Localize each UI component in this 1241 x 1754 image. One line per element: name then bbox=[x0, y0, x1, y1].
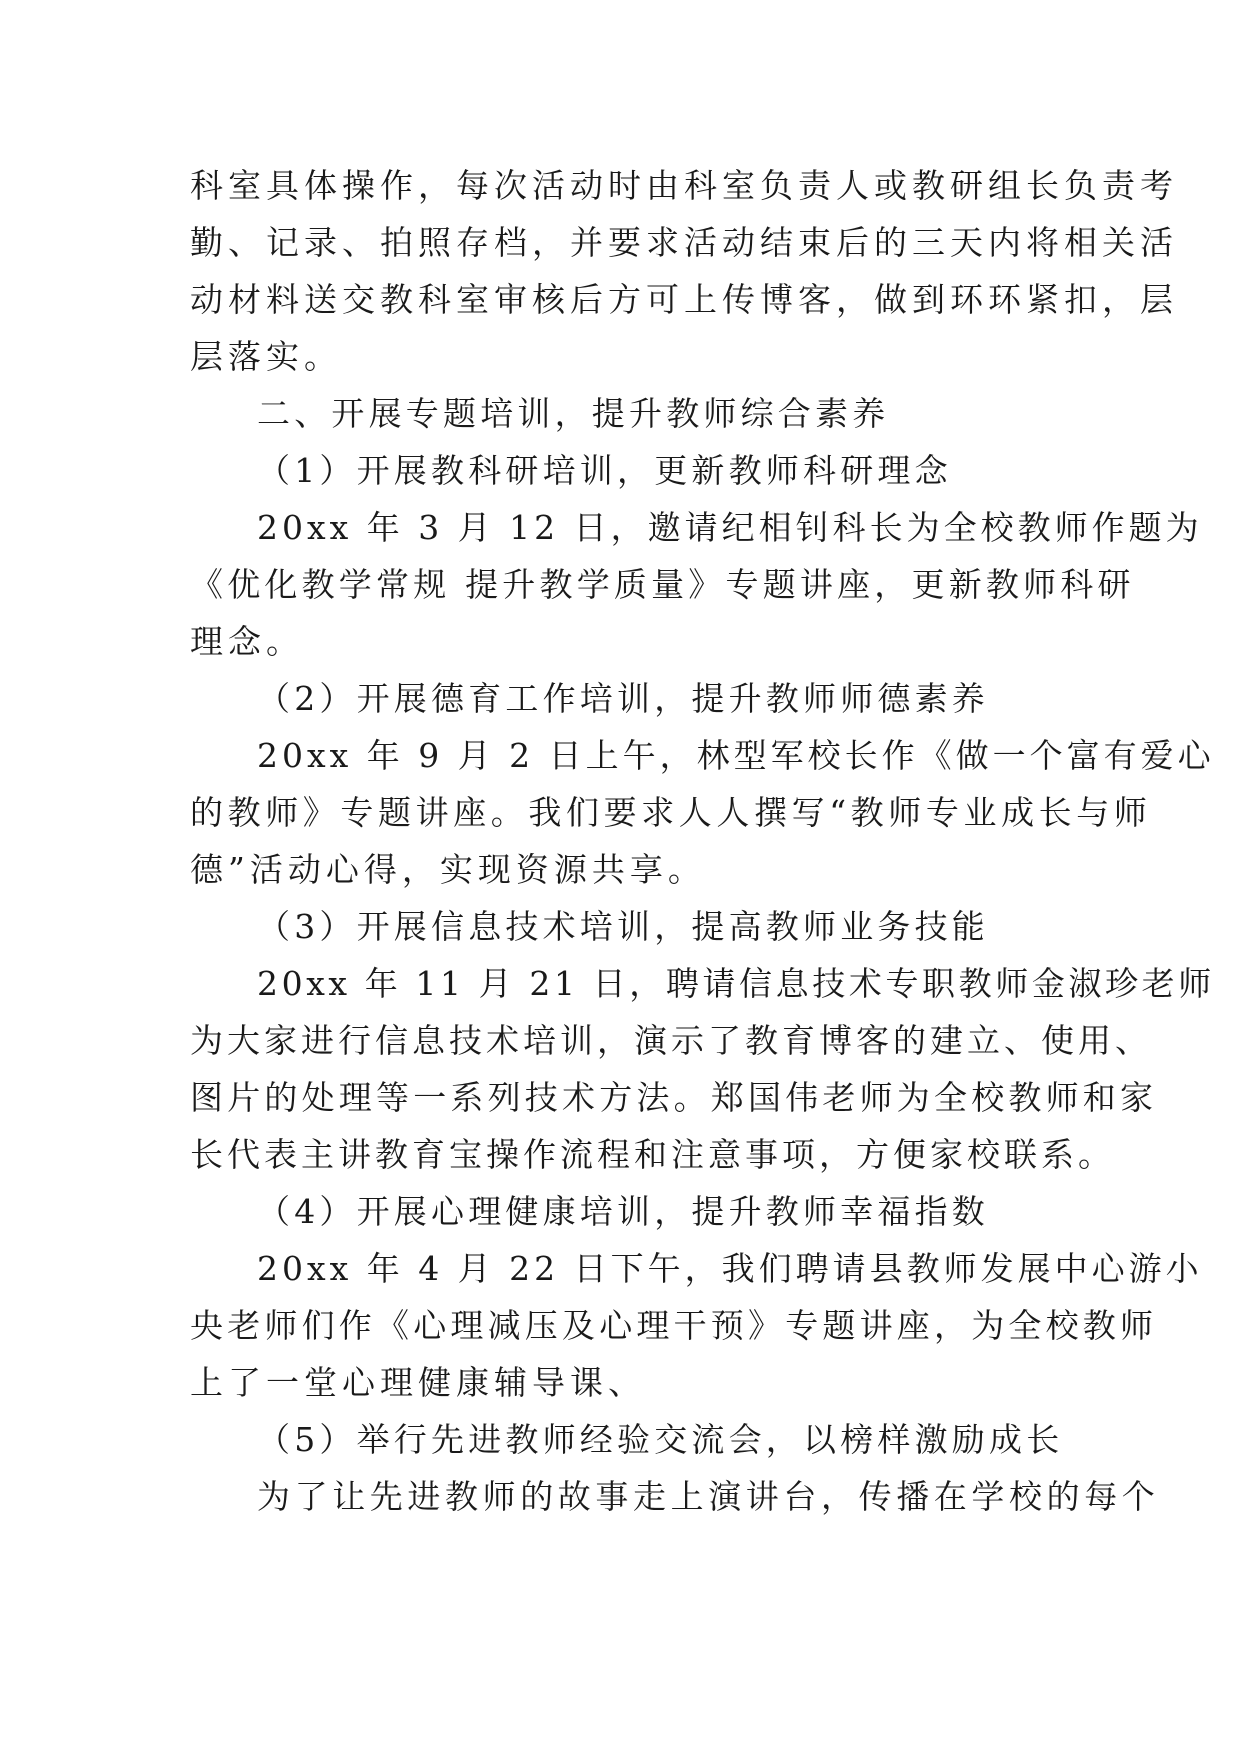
body-text-line: 20xx 年 11 月 21 日，聘请信息技术专职教师金淑珍老师 bbox=[257, 964, 1215, 1003]
body-text-line: 的教师》专题讲座。我们要求人人撰写“教师专业成长与师 bbox=[190, 793, 1152, 832]
body-text-line: 长代表主讲教育宝操作流程和注意事项，方便家校联系。 bbox=[190, 1135, 1115, 1174]
body-text-line: 图片的处理等一系列技术方法。郑国伟老师为全校教师和家 bbox=[190, 1078, 1158, 1117]
subsection-heading: （4）开展心理健康培训，提升教师幸福指数 bbox=[257, 1192, 989, 1231]
body-text-line: 科室具体操作，每次活动时由科室负责人或教研组长负责考 bbox=[190, 166, 1178, 205]
body-text-line: 为了让先进教师的故事走上演讲台，传播在学校的每个 bbox=[257, 1477, 1160, 1516]
body-text-line: 20xx 年 4 月 22 日下午，我们聘请县教师发展中心游小 bbox=[257, 1249, 1203, 1288]
body-text-line: 为大家进行信息技术培训，演示了教育博客的建立、使用、 bbox=[190, 1021, 1152, 1060]
body-text-line: 20xx 年 9 月 2 日上午，林型军校长作《做一个富有爱心 bbox=[257, 736, 1215, 775]
body-text-line: 动材料送交教科室审核后方可上传博客，做到环环紧扣，层 bbox=[190, 280, 1178, 319]
body-text-line: 层落实。 bbox=[190, 337, 342, 376]
subsection-heading: （5）举行先进教师经验交流会，以榜样激励成长 bbox=[257, 1420, 1064, 1459]
body-text-line: 勤、记录、拍照存档，并要求活动结束后的三天内将相关活 bbox=[190, 223, 1178, 262]
body-text-line: 德”活动心得，实现资源共享。 bbox=[190, 850, 706, 889]
body-text-line: 央老师们作《心理减压及心理干预》专题讲座，为全校教师 bbox=[190, 1306, 1158, 1345]
body-text-line: 理念。 bbox=[190, 622, 304, 661]
subsection-heading: （3）开展信息技术培训，提高教师业务技能 bbox=[257, 907, 989, 946]
body-text-line: 上了一堂心理健康辅导课、 bbox=[190, 1363, 646, 1402]
subsection-heading: （1）开展教科研培训，更新教师科研理念 bbox=[257, 451, 952, 490]
body-text-line: 《优化教学常规 提升教学质量》专题讲座，更新教师科研 bbox=[190, 565, 1135, 604]
body-text-line: 20xx 年 3 月 12 日，邀请纪相钊科长为全校教师作题为 bbox=[257, 508, 1203, 547]
subsection-heading: （2）开展德育工作培训，提升教师师德素养 bbox=[257, 679, 989, 718]
section-heading: 二、开展专题培训，提升教师综合素养 bbox=[257, 394, 890, 433]
